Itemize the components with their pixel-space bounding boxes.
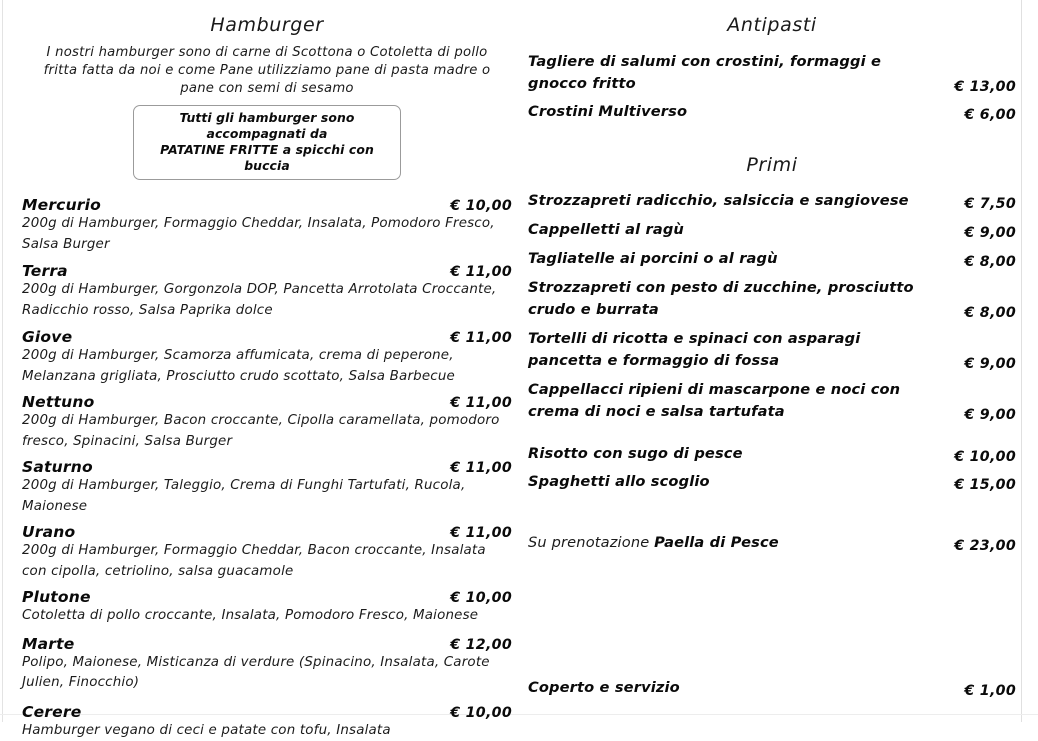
menu-item-price: € 11,00 — [450, 264, 512, 280]
cover-charge-price: € 1,00 — [936, 683, 1016, 699]
hamburger-column — [22, 0, 512, 741]
menu-item-urano — [22, 523, 512, 582]
antipasti-item-crostini-multiverso — [528, 101, 1016, 123]
menu-item-header — [22, 328, 512, 346]
primi-item-strozzapreti-pesto — [528, 277, 1016, 321]
section-title-primi: Primi — [528, 154, 1016, 176]
fries-note-line-2: PATATINE FRITTE a spicchi con buccia — [142, 142, 392, 174]
menu-item-description: Hamburger vegano di ceci e patate con tofu, Insalata — [22, 721, 500, 741]
hamburger-intro-text: I nostri hamburger sono di carne di Scottona o Cotoletta di pollo fritta fatta da noi e come Pane utilizziamo pane di pasta madre o pane con semi di sesamo — [30, 44, 504, 98]
menu-item-mercurio — [22, 196, 512, 255]
menu-item-price: € 10,00 — [450, 198, 512, 214]
menu-item-description: 200g di Hamburger, Formaggio Cheddar, Insalata, Pomodoro Fresco, Salsa Burger — [22, 214, 500, 255]
menu-item-marte — [22, 635, 512, 694]
primi-item-spaghetti-scoglio — [528, 471, 1016, 493]
menu-item-header — [22, 262, 512, 280]
menu-item-header — [22, 523, 512, 541]
dish-name — [528, 532, 779, 554]
dish-price: € 6,00 — [936, 107, 1016, 123]
section-title-antipasti: Antipasti — [528, 14, 1016, 36]
primi-item-cappellacci-mascarpone — [528, 379, 1016, 423]
dish-name: Tagliatelle ai porcini o al ragù — [528, 248, 778, 270]
dish-name: Tortelli di ricotta e spinaci con asparagi pancetta e formaggio di fossa — [528, 328, 920, 372]
menu-item-price: € 10,00 — [450, 590, 512, 606]
menu-item-price: € 11,00 — [450, 395, 512, 411]
special-prefix: Su prenotazione — [528, 534, 654, 551]
dish-name: Cappelletti al ragù — [528, 219, 684, 241]
section-title-hamburger: Hamburger — [22, 14, 512, 36]
dish-price: € 15,00 — [936, 477, 1016, 493]
menu-item-name: Cerere — [22, 703, 81, 721]
menu-item-name: Terra — [22, 262, 68, 280]
dish-price: € 7,50 — [936, 196, 1016, 212]
menu-item-price: € 12,00 — [450, 637, 512, 653]
menu-item-name: Mercurio — [22, 196, 101, 214]
menu-item-description: 200g di Hamburger, Gorgonzola DOP, Pancetta Arrotolata Croccante, Radicchio rosso, Salsa Paprika dolce — [22, 280, 500, 321]
menu-item-price: € 11,00 — [450, 460, 512, 476]
primi-item-cappelletti-ragu — [528, 219, 1016, 241]
dish-name: Spaghetti allo scoglio — [528, 471, 710, 493]
primi-item-risotto-pesce — [528, 443, 1016, 465]
menu-item-header — [22, 196, 512, 214]
menu-item-description: 200g di Hamburger, Bacon croccante, Cipolla caramellata, pomodoro fresco, Spinacini, Salsa Burger — [22, 411, 500, 452]
dish-price: € 9,00 — [936, 225, 1016, 241]
page-edge-left — [2, 0, 3, 722]
dish-name: Strozzapreti con pesto di zucchine, prosciutto crudo e burrata — [528, 277, 920, 321]
menu-item-price: € 11,00 — [450, 330, 512, 346]
menu-item-header — [22, 635, 512, 653]
menu-item-plutone — [22, 588, 512, 627]
menu-item-description: 200g di Hamburger, Formaggio Cheddar, Bacon croccante, Insalata con cipolla, cetriolino, salsa guacamole — [22, 541, 500, 582]
dish-price: € 9,00 — [936, 356, 1016, 372]
menu-item-nettuno — [22, 393, 512, 452]
menu-item-price: € 11,00 — [450, 525, 512, 541]
menu-item-description: 200g di Hamburger, Scamorza affumicata, crema di peperone, Melanzana grigliata, Prosciutto crudo scottato, Salsa Barbecue — [22, 346, 500, 387]
special-item-paella — [528, 532, 1016, 554]
menu-item-description: Polipo, Maionese, Misticanza di verdure (Spinacino, Insalata, Carote Julien, Finocchio) — [22, 653, 500, 694]
menu-item-name: Giove — [22, 328, 72, 346]
cover-charge-label: Coperto e servizio — [528, 677, 680, 699]
dish-price: € 9,00 — [936, 407, 1016, 423]
page-edge-right — [1021, 0, 1022, 722]
special-name: Paella di Pesce — [654, 534, 779, 551]
menu-item-giove — [22, 328, 512, 387]
menu-item-header — [22, 458, 512, 476]
menu-item-terra — [22, 262, 512, 321]
menu-item-saturno — [22, 458, 512, 517]
menu-item-name: Saturno — [22, 458, 93, 476]
menu-item-name: Nettuno — [22, 393, 94, 411]
dish-name: Tagliere di salumi con crostini, formaggi e gnocco fritto — [528, 51, 926, 95]
dish-price: € 10,00 — [936, 449, 1016, 465]
dish-price: € 23,00 — [936, 538, 1016, 554]
menu-item-name: Urano — [22, 523, 75, 541]
dish-name: Crostini Multiverso — [528, 101, 687, 123]
dish-price: € 13,00 — [936, 79, 1016, 95]
menu-item-header — [22, 393, 512, 411]
dish-name: Strozzapreti radicchio, salsiccia e sangiovese — [528, 190, 909, 212]
menu-item-name: Plutone — [22, 588, 91, 606]
dish-price: € 8,00 — [936, 305, 1016, 321]
antipasti-primi-column — [528, 0, 1016, 699]
antipasti-item-tagliere — [528, 51, 1016, 95]
fries-note-box — [133, 105, 401, 180]
menu-item-header — [22, 703, 512, 721]
menu-item-price: € 10,00 — [450, 705, 512, 721]
menu-item-name: Marte — [22, 635, 74, 653]
dish-name: Risotto con sugo di pesce — [528, 443, 743, 465]
menu-item-description: Cotoletta di pollo croccante, Insalata, Pomodoro Fresco, Maionese — [22, 606, 500, 627]
menu-item-header — [22, 588, 512, 606]
dish-price: € 8,00 — [936, 254, 1016, 270]
menu-item-description: 200g di Hamburger, Taleggio, Crema di Funghi Tartufati, Rucola, Maionese — [22, 476, 500, 517]
primi-item-tagliatelle-porcini — [528, 248, 1016, 270]
cover-charge-row — [528, 677, 1016, 699]
dish-name: Cappellacci ripieni di mascarpone e noci con crema di noci e salsa tartufata — [528, 379, 920, 423]
primi-item-tortelli-ricotta — [528, 328, 1016, 372]
primi-item-strozzapreti-radicchio — [528, 190, 1016, 212]
fries-note-line-1: Tutti gli hamburger sono accompagnati da — [142, 110, 392, 142]
